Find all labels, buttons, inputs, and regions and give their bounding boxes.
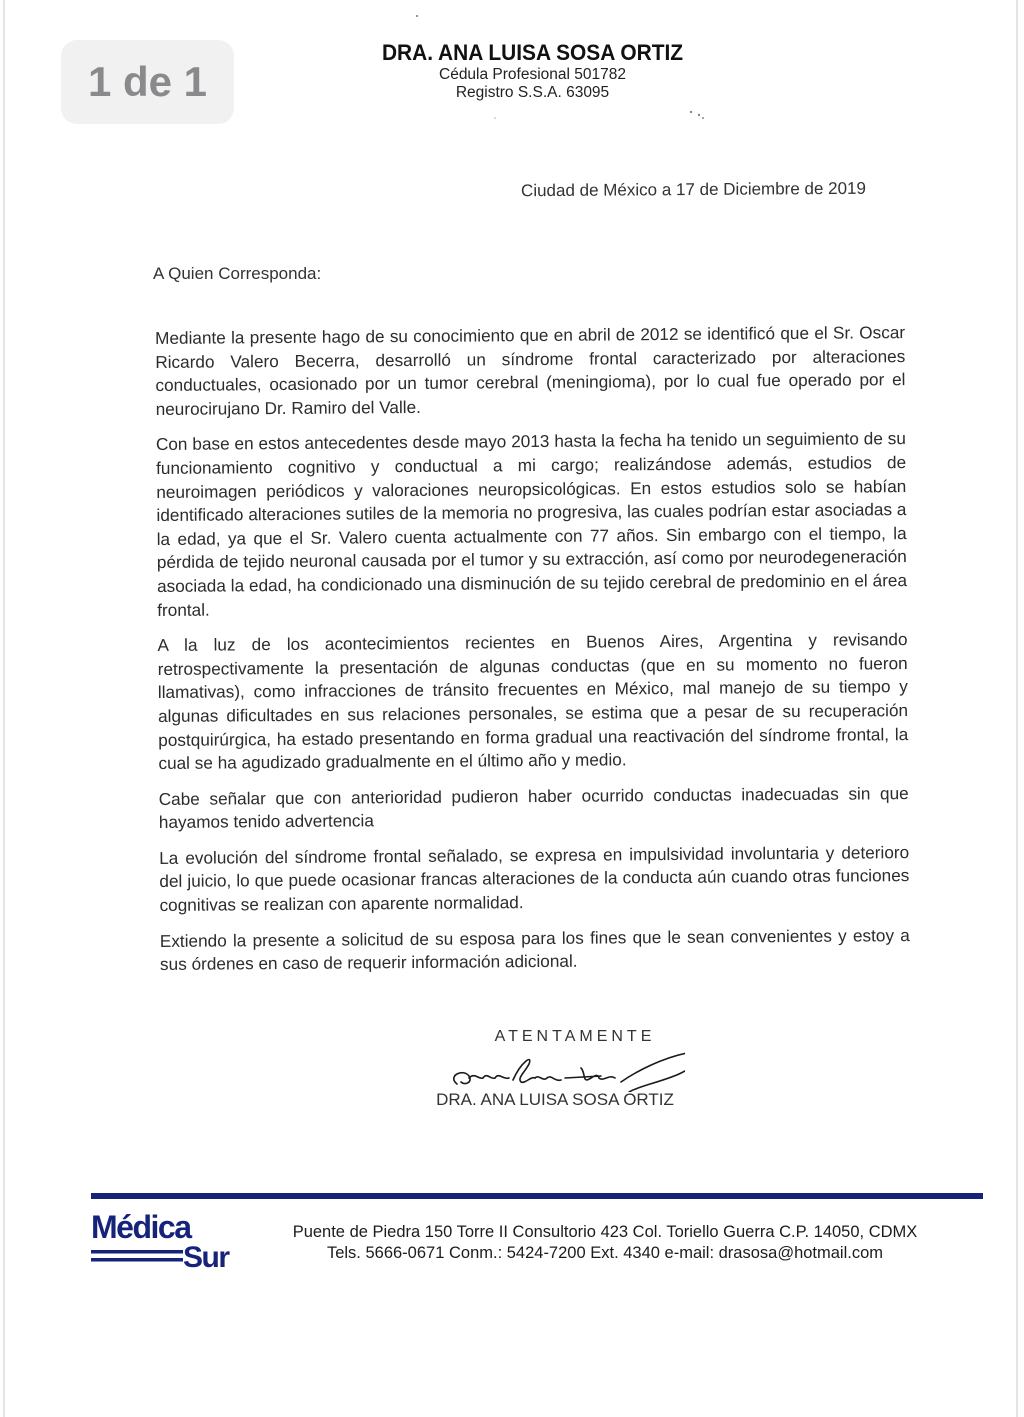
closing-text: ATENTAMENTE (494, 1028, 656, 1045)
footer-address: Puente de Piedra 150 Torre II Consultorio 423 Col. Toriello Guerra C.P. 14050, CDMX (292, 1223, 918, 1241)
letter-paragraph: Con base en estos antecedentes desde mayo 2013 hasta la fecha ha tenido un seguimiento de su funcionamiento cognitivo y conductual a mi cargo; realizándose además, estudios de neuroimagen periódicos y valoraciones neuropsicológicas. En estos estudios solo se habían identificado alteraciones sutiles de la memoria no progresiva, las cuales podrían estar asociadas a la edad, ya que el Sr. Valero cuenta actualmente con 77 años. Sin embargo con el tiempo, la pérdida de tejido neuronal causada por el tumor y su extracción, así como por neurodegeneración asociada la edad, ha condicionado una disminución de su tejido cerebral de predominio en el área frontal. (155, 428, 908, 620)
letter-paragraph: Mediante la presente hago de su conocimiento que en abril de 2012 se identificó que el Sr. Oscar Ricardo Valero Becerra, desarrolló un síndrome frontal caracterizado por alteraciones conductuales, ocasionado por un tumor cerebral (meningioma), por lo cual fue operado por el neurocirujano Dr. Ramiro del Valle. (155, 322, 906, 419)
footer-divider (91, 1193, 983, 1199)
page-indicator-badge (61, 40, 234, 124)
letter-body (155, 321, 910, 989)
page-indicator-text: 1 de 1 (87, 58, 208, 105)
footer-phones-email: Tels. 5666-0671 Conm.: 5424-7200 Ext. 4340 e-mail: drasosa@hotmail.com (326, 1244, 884, 1262)
letter-closing (405, 1028, 705, 1110)
signer-name: DRA. ANA LUISA SOSA ORTIZ (436, 1090, 674, 1109)
letter-paragraph: A la luz de los acontecimientos recientes en Buenos Aires, Argentina y revisando retrospectivamente la presentación de algunas conductas (que en su momento no fueron llamativas), como infracciones de tránsito frecuentes en México, mal manejo de su tiempo y algunas dificultades en sus relaciones personales, se estima que a pesar de su recuperación postquirúrgica, ha estado presentando en forma gradual una reactivación del síndrome frontal, la cual se ha agudizado gradualmente en el último año y medio. (157, 629, 909, 774)
letterhead-registro: Registro S.S.A. 63095 (455, 84, 610, 101)
letter-paragraph: Extiendo la presente a solicitud de su esposa para los fines que le sean convenientes y estoy a sus órdenes en caso de requerir información adicional. (159, 924, 910, 975)
document-page (3, 0, 1018, 1417)
handwritten-signature (425, 1042, 685, 1092)
logo-line2: Sur (183, 1241, 229, 1272)
letter-paragraph: Cabe señalar que con anterioridad pudieron haber ocurrido conductas inadecuadas sin que hayamos tenido advertencia (158, 782, 909, 833)
medica-sur-logo (89, 1212, 239, 1272)
footer-contact (255, 1222, 955, 1264)
letter-salutation: A Quien Corresponda: (153, 264, 322, 283)
logo-line1: Médica (91, 1212, 191, 1245)
letter-date: Ciudad de México a 17 de Diciembre de 2019 (520, 178, 866, 201)
letter-paragraph: La evolución del síndrome frontal señalado, se expresa en impulsividad involuntaria y deterioro del juicio, lo que puede ocasionar francas alteraciones de la conducta aún cuando otras funciones cognitivas se realizan con aparente normalidad. (159, 841, 910, 916)
letterhead (305, 40, 760, 102)
letterhead-name: DRA. ANA LUISA SOSA ORTIZ (381, 40, 684, 65)
letterhead-cedula: Cédula Profesional 501782 (439, 66, 626, 83)
